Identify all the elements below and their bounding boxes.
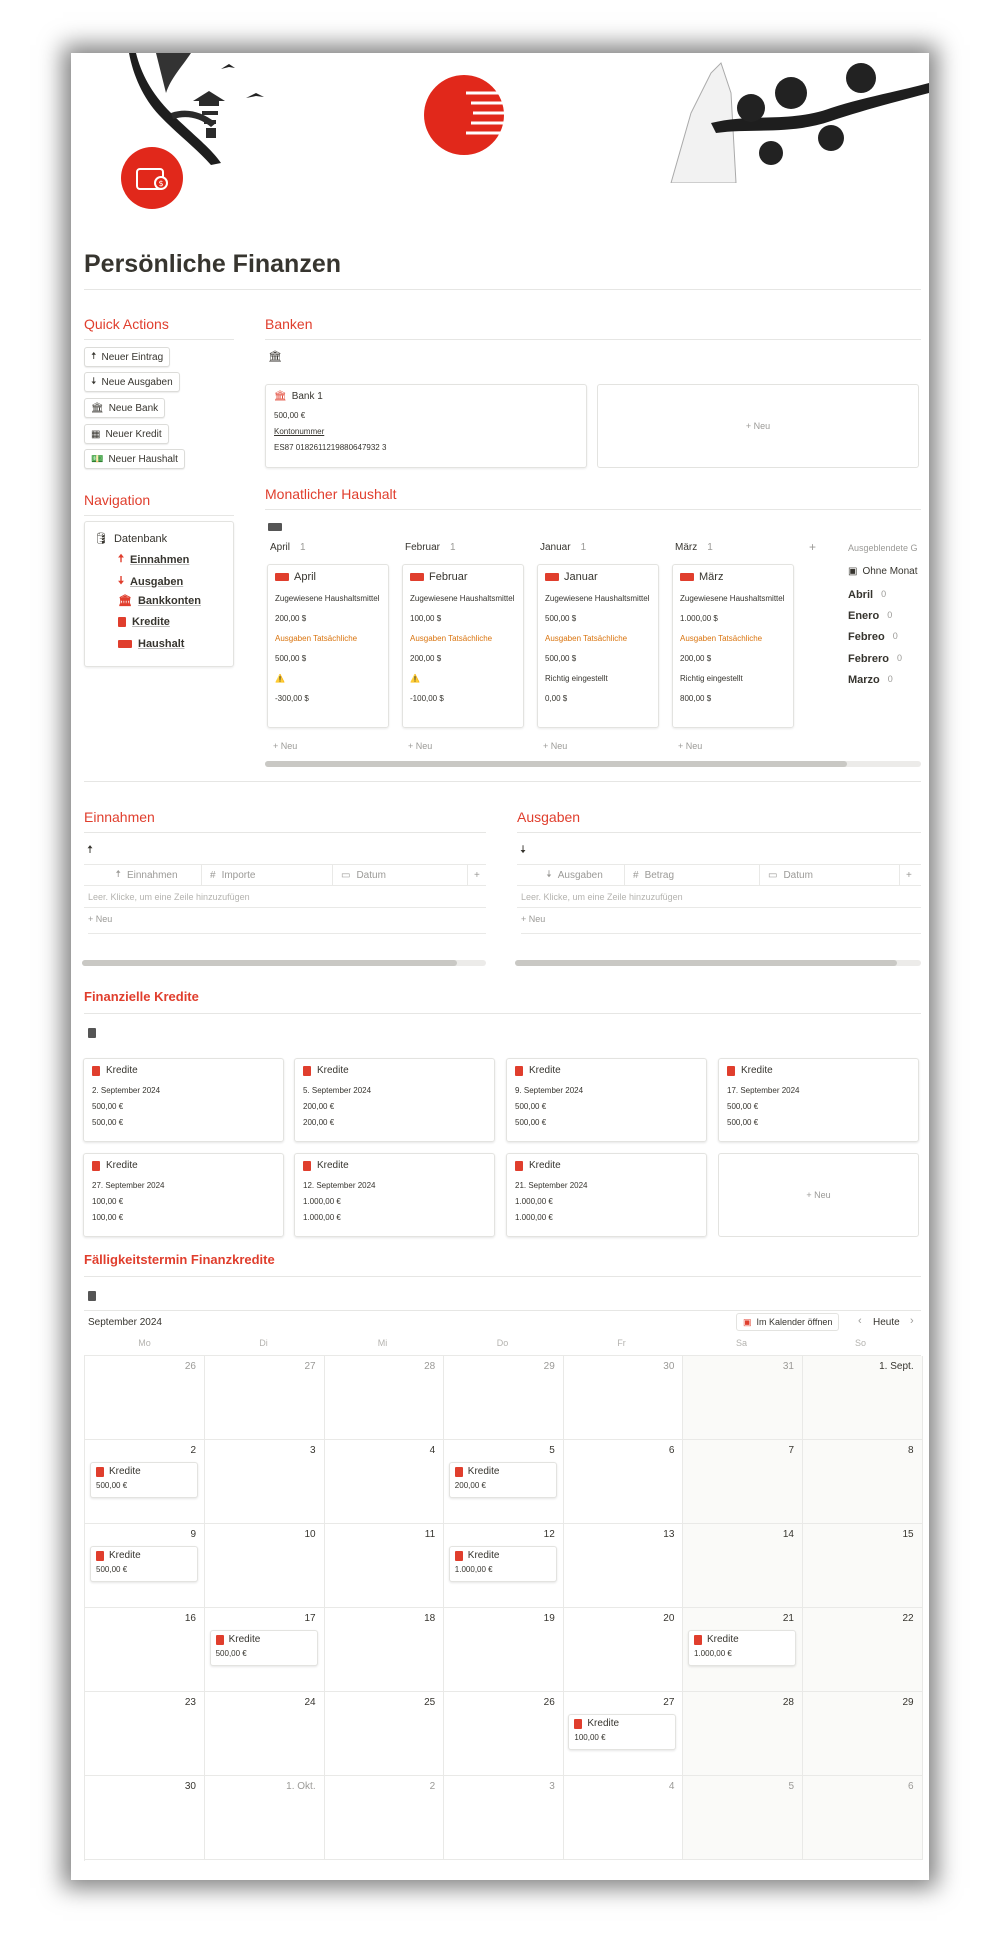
calendar-day[interactable] [85, 1608, 205, 1692]
wallet-logo-icon [121, 147, 183, 209]
day-number: 23 [184, 1697, 196, 1708]
money-icon [268, 518, 282, 536]
column-ausgaben[interactable]: 🠇 Ausgaben [517, 864, 625, 886]
calendar-day[interactable] [205, 1440, 325, 1524]
new-budget-button[interactable]: 💵 Neuer Haushalt [84, 449, 185, 469]
calendar-icon: ▭ [768, 869, 778, 881]
new-card-februar[interactable]: + Neu [408, 741, 433, 751]
arrow-up-icon: 🠅 [118, 553, 125, 565]
bank-amount: 500,00 € [274, 411, 306, 420]
new-credit-card[interactable]: + Neu [718, 1153, 919, 1237]
calendar-day[interactable] [683, 1440, 803, 1524]
day-number: 15 [902, 1529, 914, 1540]
column-februar[interactable]: Februar 1 [405, 542, 456, 553]
bank-icon: 🏛 [268, 351, 282, 363]
calendar-day[interactable] [205, 1692, 325, 1776]
new-bank-button[interactable]: 🏛 Neue Bank [84, 398, 165, 418]
calendar-day[interactable] [803, 1692, 923, 1776]
credit-card[interactable]: Kredite 17. September 2024 500,00 € 500,00 € [718, 1058, 919, 1142]
credit-icon [96, 1467, 104, 1477]
day-number: 28 [424, 1361, 436, 1372]
empty-table-row[interactable]: Leer. Klicke, um eine Zeile hinzuzufügen [84, 886, 486, 908]
column-april[interactable]: April 1 [270, 542, 306, 553]
calendar-day[interactable] [205, 1524, 325, 1608]
calendar-day[interactable] [803, 1524, 923, 1608]
empty-table-row[interactable]: Leer. Klicke, um eine Zeile hinzuzufügen [517, 886, 921, 908]
budget-card-februar[interactable]: Februar Zugewiesene Haushaltsmittel 100,00 $ Ausgaben Tatsächliche 200,00 $ ⚠️ -100,00 $ [402, 564, 524, 728]
prev-month-icon[interactable]: ‹ [858, 1315, 862, 1327]
day-number: 30 [663, 1361, 675, 1372]
warning-icon: ⚠️ [410, 674, 420, 683]
calendar-day[interactable] [444, 1776, 564, 1860]
column-betrag[interactable]: # Betrag [625, 864, 760, 886]
credit-icon [216, 1635, 224, 1645]
add-column-icon[interactable]: + [906, 869, 912, 881]
credit-icon [303, 1161, 311, 1171]
day-number: 19 [543, 1613, 555, 1624]
day-number: 2 [429, 1781, 436, 1792]
column-datum[interactable]: ▭ Datum [333, 864, 468, 886]
calendar-day[interactable] [205, 1356, 325, 1440]
banken-heading: Banken [265, 316, 313, 332]
horizontal-scrollbar[interactable] [515, 960, 921, 966]
calendar-day[interactable] [205, 1776, 325, 1860]
credit-icon [303, 1066, 311, 1076]
bank-name: Bank 1 [291, 391, 323, 402]
warning-icon: ⚠️ [275, 674, 285, 683]
calendar-icon: ▭ [341, 869, 351, 881]
nav-item-bankkonten[interactable]: 🏛 Bankkonten [118, 594, 201, 607]
calendar-day[interactable] [683, 1524, 803, 1608]
credit-icon [118, 617, 126, 627]
arrow-down-icon: 🠇 [118, 575, 125, 587]
day-number: 29 [902, 1697, 914, 1708]
ausgaben-table-header [517, 864, 921, 886]
calendar-day[interactable] [444, 1356, 564, 1440]
budget-card-januar[interactable]: Januar Zugewiesene Haushaltsmittel 500,00 $ Ausgaben Tatsächliche 500,00 $ Richtig eingestellt 0,00 $ [537, 564, 659, 728]
kredite-heading: Finanzielle Kredite [84, 989, 199, 1004]
ausgaben-heading: Ausgaben [517, 809, 581, 825]
calendar-day[interactable] [324, 1692, 444, 1776]
bank-icon: 🏛 [118, 595, 132, 607]
calendar-icon: ▣ [743, 1316, 752, 1327]
day-number: 4 [429, 1445, 436, 1456]
money-icon [410, 573, 424, 581]
hidden-group[interactable]: Febreo 0 [848, 631, 898, 643]
day-number: 21 [782, 1613, 794, 1624]
credit-icon [455, 1551, 463, 1561]
haushalt-heading: Monatlicher Haushalt [265, 486, 397, 502]
calendar-event[interactable]: Kredite 500,00 € [90, 1462, 198, 1498]
credit-card[interactable]: Kredite 5. September 2024 200,00 € 200,00 € [294, 1058, 495, 1142]
horizontal-scrollbar[interactable] [265, 761, 921, 767]
day-number: 25 [424, 1697, 436, 1708]
day-number: 13 [663, 1529, 675, 1540]
column-datum[interactable]: ▭ Datum [760, 864, 900, 886]
calendar-day[interactable] [85, 1776, 205, 1860]
new-card-maerz[interactable]: + Neu [678, 741, 703, 751]
money-icon [545, 573, 559, 581]
day-number: 27 [663, 1697, 675, 1708]
day-number: 9 [190, 1529, 196, 1540]
calendar-day[interactable] [85, 1356, 205, 1440]
page-title: Persönliche Finanzen [84, 250, 342, 278]
calendar-day[interactable] [803, 1356, 923, 1440]
calendar-day[interactable] [563, 1524, 683, 1608]
day-number: 28 [782, 1697, 794, 1708]
credit-icon [727, 1066, 735, 1076]
day-number: 10 [304, 1529, 316, 1540]
column-maerz[interactable]: März 1 [675, 542, 713, 553]
einnahmen-table-header [84, 864, 486, 886]
account-number-label: Kontonummer [274, 427, 325, 436]
iban-value: ES87 0182611219880647932 3 [274, 443, 387, 452]
day-number: 5 [788, 1781, 794, 1792]
nav-item-einnahmen[interactable]: 🠅 Einnahmen [118, 550, 189, 569]
hidden-group[interactable]: Abril 0 [848, 589, 887, 601]
new-card-april[interactable]: + Neu [273, 741, 298, 751]
column-einnahmen[interactable]: 🠅 Einnahmen [84, 864, 202, 886]
arrow-up-icon: 🠅 [91, 350, 97, 362]
credit-icon: ▦ [91, 428, 101, 440]
day-number: 3 [310, 1445, 316, 1456]
open-calendar-button[interactable]: ▣ Im Kalender öffnen [736, 1313, 839, 1331]
credit-icon [88, 1025, 96, 1043]
day-number: 31 [782, 1361, 794, 1372]
add-column-icon[interactable]: + [474, 869, 480, 881]
day-number: 29 [543, 1361, 555, 1372]
new-bank-card[interactable]: + Neu [597, 384, 919, 468]
calendar-day[interactable] [563, 1608, 683, 1692]
inbox-icon: ▣ [848, 566, 858, 577]
budget-card-maerz[interactable]: März Zugewiesene Haushaltsmittel 1.000,00 $ Ausgaben Tatsächliche 200,00 $ Richtig eingestellt 800,00 $ [672, 564, 794, 728]
calendar-event[interactable]: Kredite 1.000,00 € [449, 1546, 557, 1582]
hidden-group[interactable]: Febrero 0 [848, 653, 902, 665]
calendar-day[interactable] [324, 1776, 444, 1860]
new-row-button[interactable]: + Neu [521, 914, 921, 934]
calendar-day[interactable] [683, 1692, 803, 1776]
column-januar[interactable]: Januar 1 [540, 542, 587, 553]
bank-icon: 🏛 [274, 391, 287, 402]
credit-icon [92, 1066, 100, 1076]
bank-card[interactable] [265, 384, 587, 468]
horizontal-scrollbar[interactable] [82, 960, 486, 966]
calendar-day[interactable] [803, 1776, 923, 1860]
credit-card[interactable]: Kredite 21. September 2024 1.000,00 € 1.000,00 € [506, 1153, 707, 1237]
calendar-day[interactable] [563, 1356, 683, 1440]
day-number: 1. Sept. [879, 1361, 914, 1372]
day-number: 6 [908, 1781, 914, 1792]
day-number: 14 [782, 1529, 794, 1540]
weekday-label: Mi [377, 1338, 388, 1348]
svg-text:$: $ [158, 179, 164, 188]
notion-page [71, 53, 929, 1880]
day-number: 27 [304, 1361, 316, 1372]
calendar-day[interactable] [324, 1356, 444, 1440]
column-importe[interactable]: # Importe [202, 864, 333, 886]
new-entry-button[interactable]: 🠅 Neuer Eintrag [84, 347, 170, 367]
day-number: 5 [549, 1445, 555, 1456]
day-number: 18 [424, 1613, 436, 1624]
calendar-day[interactable] [324, 1608, 444, 1692]
calendar-day[interactable] [324, 1524, 444, 1608]
cover-illustration [71, 53, 929, 183]
calendar-month: September 2024 [88, 1317, 162, 1328]
calendar-event[interactable]: Kredite 200,00 € [449, 1462, 557, 1498]
quick-actions-heading: Quick Actions [84, 316, 169, 332]
arrow-down-icon: 🠇 [520, 844, 527, 856]
add-group-icon[interactable]: + [809, 540, 817, 554]
calendar-day[interactable] [683, 1776, 803, 1860]
credit-icon [515, 1066, 523, 1076]
day-number: 7 [788, 1445, 794, 1456]
credit-icon [96, 1551, 104, 1561]
money-icon [275, 573, 289, 581]
day-number: 11 [424, 1529, 436, 1540]
bank-icon: 🏛 [91, 402, 104, 414]
money-icon [680, 573, 694, 581]
credit-icon [92, 1161, 100, 1171]
day-number: 1. Okt. [286, 1781, 316, 1792]
navigation-heading: Navigation [84, 492, 151, 508]
calendar-heading: Fälligkeitstermin Finanzkredite [84, 1252, 275, 1267]
credit-card[interactable]: Kredite 9. September 2024 500,00 € 500,00 € [506, 1058, 707, 1142]
nav-item-kredite[interactable]: Kredite [118, 616, 170, 628]
database-icon: 🛢 [94, 533, 108, 545]
arrow-up-icon: 🠅 [87, 844, 94, 856]
weekday-label: Mo [138, 1338, 151, 1348]
day-number: 24 [304, 1697, 316, 1708]
credit-icon [574, 1719, 582, 1729]
weekday-label: Fr [617, 1338, 626, 1348]
credit-icon [88, 1288, 96, 1306]
calendar-day[interactable] [803, 1440, 923, 1524]
weekday-label: So [854, 1338, 866, 1348]
cover-image [71, 53, 929, 183]
budget-card-april[interactable]: April Zugewiesene Haushaltsmittel 200,00 $ Ausgaben Tatsächliche 500,00 $ ⚠️ -300,00 $ [267, 564, 389, 728]
credit-icon [455, 1467, 463, 1477]
day-number: 26 [543, 1697, 555, 1708]
day-number: 6 [668, 1445, 675, 1456]
day-number: 17 [304, 1613, 316, 1624]
day-number: 12 [543, 1529, 555, 1540]
credit-card[interactable]: Kredite 27. September 2024 100,00 € 100,00 € [83, 1153, 284, 1237]
day-number: 30 [184, 1781, 196, 1792]
today-button[interactable]: Heute [873, 1317, 900, 1328]
money-icon [118, 640, 132, 648]
day-number: 20 [663, 1613, 675, 1624]
weekday-label: Sa [735, 1338, 747, 1348]
day-number: 26 [184, 1361, 196, 1372]
day-number: 3 [549, 1781, 555, 1792]
new-expense-button[interactable]: 🠇 Neue Ausgaben [84, 372, 180, 392]
day-number: 22 [902, 1613, 914, 1624]
calendar-event[interactable]: Kredite 500,00 € [90, 1546, 198, 1582]
new-row-button[interactable]: + Neu [88, 914, 486, 934]
hidden-groups-heading: Ausgeblendete G [848, 543, 918, 553]
arrow-down-icon: 🠇 [91, 375, 97, 387]
einnahmen-heading: Einnahmen [84, 809, 155, 825]
new-credit-button[interactable]: ▦ Neuer Kredit [84, 424, 169, 444]
nav-item-ausgaben[interactable]: 🠇 Ausgaben [118, 572, 183, 591]
navigation-box [84, 521, 234, 667]
day-number: 2 [190, 1445, 196, 1456]
hidden-group[interactable]: Enero 0 [848, 610, 893, 622]
calendar-day[interactable] [444, 1608, 564, 1692]
calendar-event[interactable]: Kredite 100,00 € [568, 1714, 676, 1750]
credit-card[interactable]: Kredite 12. September 2024 1.000,00 € 1.000,00 € [294, 1153, 495, 1237]
next-month-icon[interactable]: › [910, 1315, 914, 1327]
credit-card[interactable]: Kredite 2. September 2024 500,00 € 500,00 € [83, 1058, 284, 1142]
calendar-day[interactable] [444, 1692, 564, 1776]
calendar-day[interactable] [324, 1440, 444, 1524]
day-number: 4 [668, 1781, 675, 1792]
day-number: 8 [908, 1445, 914, 1456]
nav-item-haushalt[interactable]: Haushalt [118, 638, 184, 650]
day-number: 16 [184, 1613, 196, 1624]
calendar-day[interactable] [683, 1356, 803, 1440]
calendar-day[interactable] [803, 1608, 923, 1692]
no-month-group[interactable]: ▣ Ohne Monat [848, 566, 918, 577]
new-card-januar[interactable]: + Neu [543, 741, 568, 751]
credit-icon [515, 1161, 523, 1171]
calendar-day[interactable] [563, 1776, 683, 1860]
calendar-day[interactable] [85, 1692, 205, 1776]
calendar-event[interactable]: Kredite 1.000,00 € [688, 1630, 796, 1666]
calendar-event[interactable]: Kredite 500,00 € [210, 1630, 318, 1666]
calendar-grid [84, 1338, 921, 1861]
weekday-label: Di [259, 1338, 268, 1348]
hidden-group[interactable]: Marzo 0 [848, 674, 893, 686]
nav-root-database[interactable]: 🛢 Datenbank [94, 532, 168, 545]
calendar-day[interactable] [563, 1440, 683, 1524]
money-icon: 💵 [91, 453, 104, 465]
weekday-label: Do [496, 1338, 509, 1348]
credit-icon [694, 1635, 702, 1645]
